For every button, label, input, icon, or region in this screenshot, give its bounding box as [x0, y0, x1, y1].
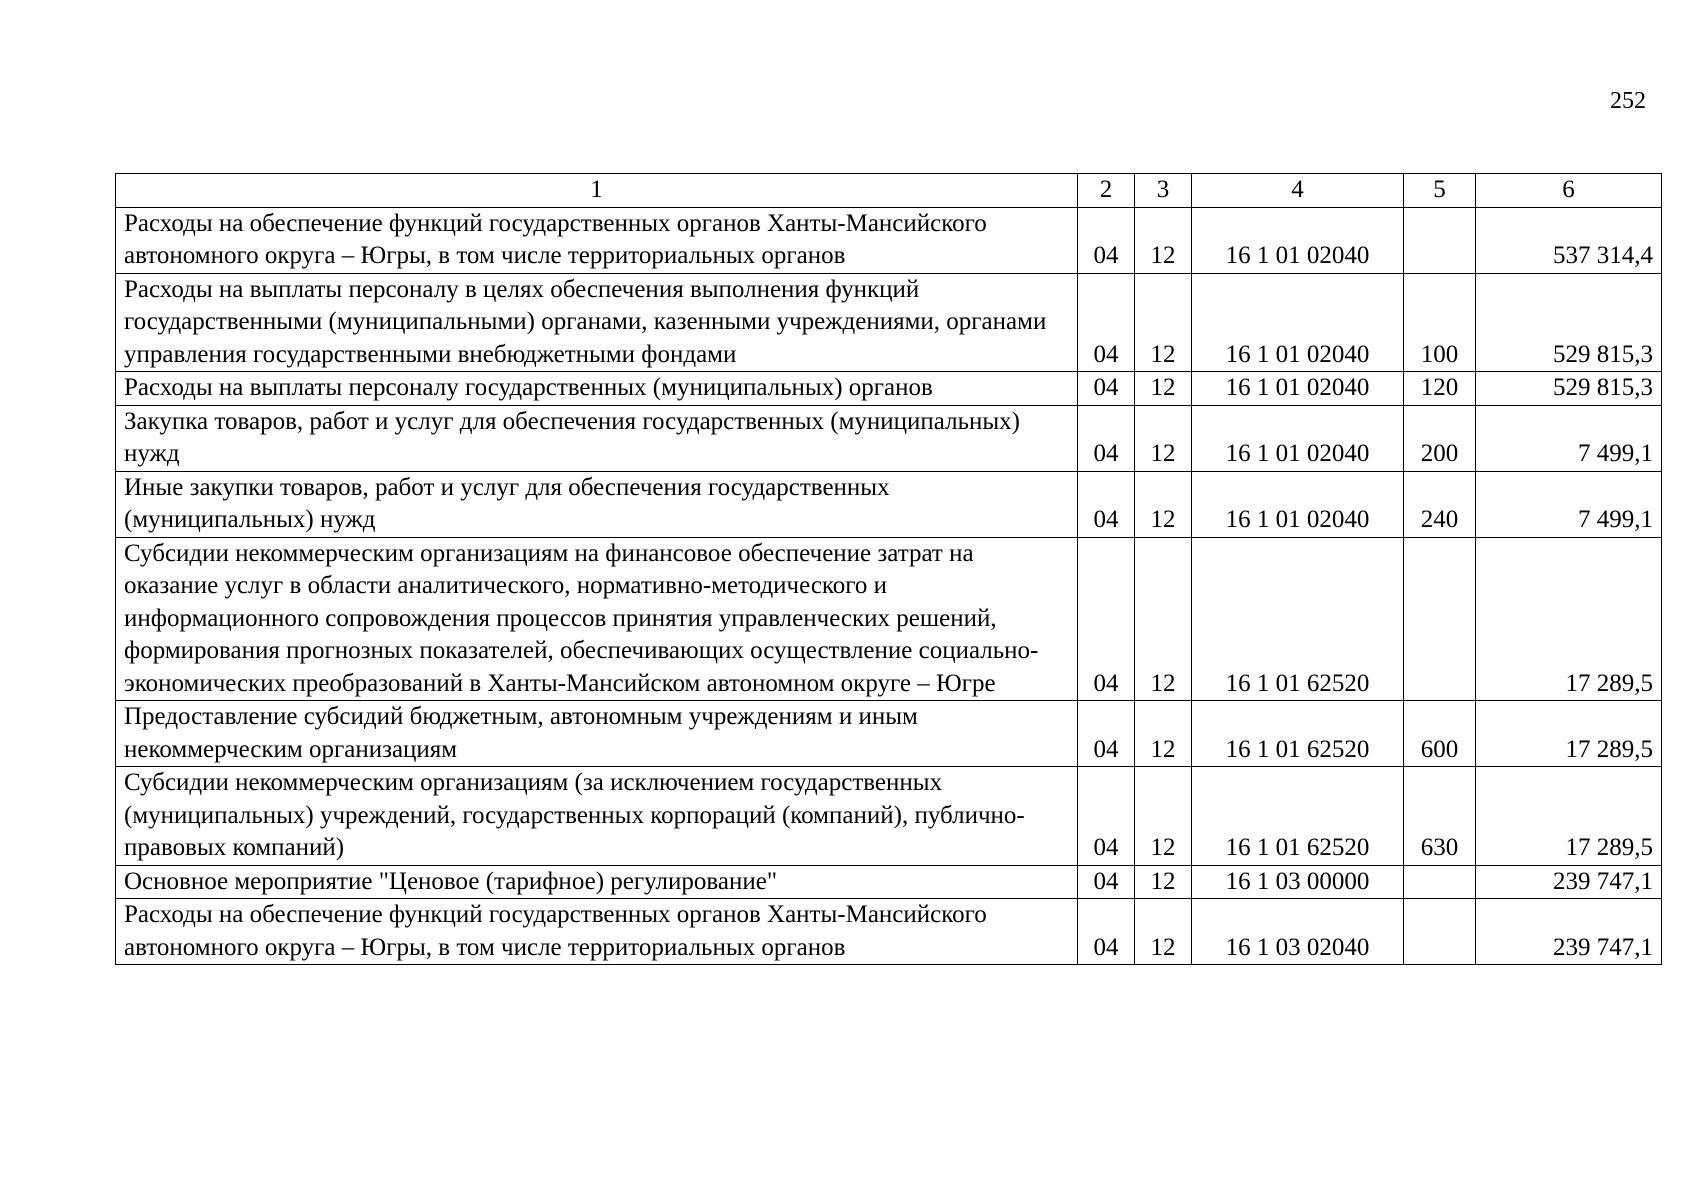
row-section: 04 — [1078, 537, 1135, 701]
table-row — [116, 207, 1662, 273]
row-subsection: 12 — [1135, 537, 1192, 701]
row-section: 04 — [1078, 701, 1135, 767]
row-target-code: 16 1 01 02040 — [1192, 405, 1404, 471]
row-section: 04 — [1078, 207, 1135, 273]
row-amount: 17 289,5 — [1476, 537, 1662, 701]
row-section: 04 — [1078, 899, 1135, 965]
row-expense-type: 200 — [1404, 405, 1476, 471]
table-row — [116, 767, 1662, 866]
table-row — [116, 471, 1662, 537]
header-col-4: 4 — [1192, 174, 1404, 208]
row-description: Расходы на обеспечение функций государственных органов Ханты-Мансийского автономного округа – Югры, в том числе территориальных органов — [116, 207, 1078, 273]
header-col-3: 3 — [1135, 174, 1192, 208]
row-description: Основное мероприятие "Ценовое (тарифное) регулирование" — [116, 865, 1078, 899]
row-amount: 17 289,5 — [1476, 767, 1662, 866]
table-row — [116, 405, 1662, 471]
row-subsection: 12 — [1135, 899, 1192, 965]
table-row — [116, 899, 1662, 965]
row-subsection: 12 — [1135, 405, 1192, 471]
row-target-code: 16 1 01 62520 — [1192, 701, 1404, 767]
row-amount: 17 289,5 — [1476, 701, 1662, 767]
table-row — [116, 372, 1662, 406]
row-subsection: 12 — [1135, 471, 1192, 537]
row-subsection: 12 — [1135, 865, 1192, 899]
row-amount: 529 815,3 — [1476, 273, 1662, 372]
row-section: 04 — [1078, 273, 1135, 372]
row-section: 04 — [1078, 372, 1135, 406]
budget-table — [115, 173, 1662, 965]
row-amount: 7 499,1 — [1476, 405, 1662, 471]
row-subsection: 12 — [1135, 701, 1192, 767]
row-expense-type: 120 — [1404, 372, 1476, 406]
row-subsection: 12 — [1135, 273, 1192, 372]
row-target-code: 16 1 01 02040 — [1192, 471, 1404, 537]
row-target-code: 16 1 03 00000 — [1192, 865, 1404, 899]
row-section: 04 — [1078, 471, 1135, 537]
row-expense-type: 600 — [1404, 701, 1476, 767]
row-amount: 239 747,1 — [1476, 899, 1662, 965]
row-description: Иные закупки товаров, работ и услуг для обеспечения государственных (муниципальных) нужд — [116, 471, 1078, 537]
row-target-code: 16 1 01 02040 — [1192, 273, 1404, 372]
row-section: 04 — [1078, 865, 1135, 899]
row-expense-type: 100 — [1404, 273, 1476, 372]
table-row — [116, 701, 1662, 767]
row-target-code: 16 1 03 02040 — [1192, 899, 1404, 965]
row-description: Предоставление субсидий бюджетным, автономным учреждениям и иным некоммерческим организациям — [116, 701, 1078, 767]
row-description: Расходы на выплаты персоналу в целях обеспечения выполнения функций государственными (муниципальными) органами, казенными учреждениями, органами управления государственными внебюджетными фондами — [116, 273, 1078, 372]
row-section: 04 — [1078, 405, 1135, 471]
row-description: Закупка товаров, работ и услуг для обеспечения государственных (муниципальных) нужд — [116, 405, 1078, 471]
row-expense-type — [1404, 899, 1476, 965]
row-expense-type: 240 — [1404, 471, 1476, 537]
page-number: 252 — [1610, 88, 1646, 114]
header-col-6: 6 — [1476, 174, 1662, 208]
row-target-code: 16 1 01 62520 — [1192, 767, 1404, 866]
row-expense-type — [1404, 537, 1476, 701]
table-row — [116, 865, 1662, 899]
row-expense-type: 630 — [1404, 767, 1476, 866]
row-amount: 537 314,4 — [1476, 207, 1662, 273]
row-expense-type — [1404, 207, 1476, 273]
row-description: Расходы на обеспечение функций государственных органов Ханты-Мансийского автономного округа – Югры, в том числе территориальных органов — [116, 899, 1078, 965]
header-col-5: 5 — [1404, 174, 1476, 208]
header-col-2: 2 — [1078, 174, 1135, 208]
row-target-code: 16 1 01 02040 — [1192, 207, 1404, 273]
header-col-1: 1 — [116, 174, 1078, 208]
row-amount: 239 747,1 — [1476, 865, 1662, 899]
row-subsection: 12 — [1135, 767, 1192, 866]
row-subsection: 12 — [1135, 372, 1192, 406]
row-description: Субсидии некоммерческим организациям (за исключением государственных (муниципальных) учреждений, государственных корпораций (компаний), публично-правовых компаний) — [116, 767, 1078, 866]
table-header-row — [116, 174, 1662, 208]
table-row — [116, 273, 1662, 372]
row-subsection: 12 — [1135, 207, 1192, 273]
row-target-code: 16 1 01 62520 — [1192, 537, 1404, 701]
row-description: Расходы на выплаты персоналу государственных (муниципальных) органов — [116, 372, 1078, 406]
row-amount: 7 499,1 — [1476, 471, 1662, 537]
row-target-code: 16 1 01 02040 — [1192, 372, 1404, 406]
table-row — [116, 537, 1662, 701]
row-expense-type — [1404, 865, 1476, 899]
row-description: Субсидии некоммерческим организациям на финансовое обеспечение затрат на оказание услуг в области аналитического, нормативно-методического и информационного сопровождения процессов принятия управленческих решений, формирования прогнозных показателей, обеспечивающих осуществление социально-экономических преобразований в Ханты-Мансийском автономном округе – Югре — [116, 537, 1078, 701]
row-section: 04 — [1078, 767, 1135, 866]
row-amount: 529 815,3 — [1476, 372, 1662, 406]
